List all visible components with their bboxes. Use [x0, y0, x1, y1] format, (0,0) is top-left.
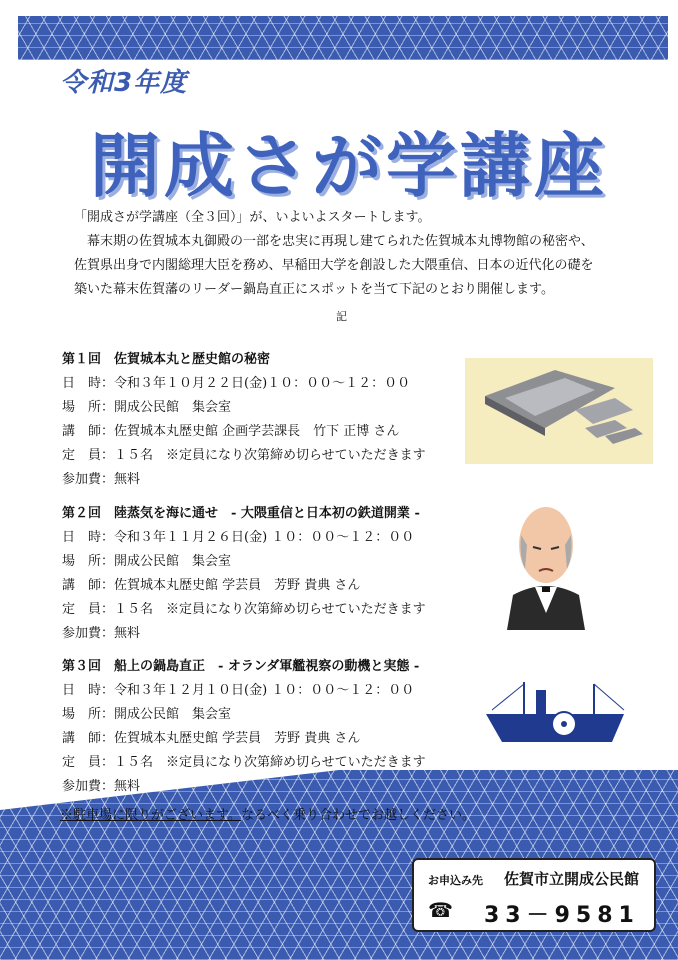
session-place: 場 所：開成公民館 集会室 — [62, 707, 232, 722]
intro-line: 築いた幕末佐賀藩のリーダー鍋島直正にスポットを当て下記のとおり開催します。 — [74, 282, 554, 297]
session-capacity: 定 員：１５名 ※定員になり次第締め切らせていただきます — [62, 602, 426, 617]
session-lecturer: 講 師：佐賀城本丸歴史館 学芸員 芳野 貴典 さん — [62, 578, 361, 593]
ki-mark: 記 — [336, 310, 347, 323]
contact-box — [412, 858, 656, 932]
session-heading: 第２回 陸蒸気を海に通せ - 大隈重信と日本初の鉄道開業 - — [62, 506, 420, 521]
session-date: 日 時：令和３年１１月２６日(金) １０：００～１２：００ — [62, 530, 415, 545]
intro-line: 佐賀県出身で内閣総理大臣を務め、早稲田大学を創設した大隈重信、日本の近代化の礎を — [74, 258, 594, 273]
top-pattern-band — [18, 16, 668, 60]
session-date: 日 時：令和３年１０月２２日(金)１０：００～１２：００ — [62, 376, 411, 391]
session-place: 場 所：開成公民館 集会室 — [62, 400, 232, 415]
session-2 — [62, 502, 462, 646]
contact-organization: 佐賀市立開成公民館 — [504, 870, 640, 888]
parking-note — [60, 804, 475, 823]
session-fee: 参加費：無料 — [62, 779, 141, 794]
steamship-image — [484, 680, 630, 748]
session-lecturer: 講 師：佐賀城本丸歴史館 企画学芸課長 竹下 正博 さん — [62, 424, 400, 439]
parking-note-rest: なるべく乗り合わせでお越しください。 — [240, 808, 475, 823]
session-place: 場 所：開成公民館 集会室 — [62, 554, 232, 569]
intro-text — [74, 206, 634, 302]
castle-model-image — [465, 358, 653, 464]
session-heading: 第３回 船上の鍋島直正 - オランダ軍艦視察の動機と実態 - — [62, 659, 420, 674]
session-date: 日 時：令和３年１２月１０日(金) １０：００～１２：００ — [62, 683, 415, 698]
session-capacity: 定 員：１５名 ※定員になり次第締め切らせていただきます — [62, 448, 426, 463]
page-title: 開成さが学講座 — [90, 125, 608, 207]
okuma-portrait-image — [505, 495, 587, 630]
session-fee: 参加費：無料 — [62, 626, 141, 641]
parking-note-underlined: ※駐車場に限りがございます。 — [60, 808, 241, 823]
telephone-icon: ☎ — [428, 898, 453, 922]
session-1 — [62, 348, 462, 492]
session-fee: 参加費：無料 — [62, 472, 141, 487]
contact-telephone: 33－9581 — [484, 903, 640, 928]
intro-line: 「開成さが学講座（全３回）」が、いよいよスタートします。 — [74, 210, 431, 225]
year-label: 令和3年度 — [60, 68, 188, 98]
session-capacity: 定 員：１５名 ※定員になり次第締め切らせていただきます — [62, 755, 426, 770]
contact-label: お申込み先 — [428, 874, 483, 887]
session-heading: 第１回 佐賀城本丸と歴史館の秘密 — [62, 352, 271, 367]
session-lecturer: 講 師：佐賀城本丸歴史館 学芸員 芳野 貴典 さん — [62, 731, 361, 746]
intro-line: 幕末期の佐賀城本丸御殿の一部を忠実に再現し建てられた佐賀城本丸博物館の秘密や、 — [74, 234, 594, 249]
